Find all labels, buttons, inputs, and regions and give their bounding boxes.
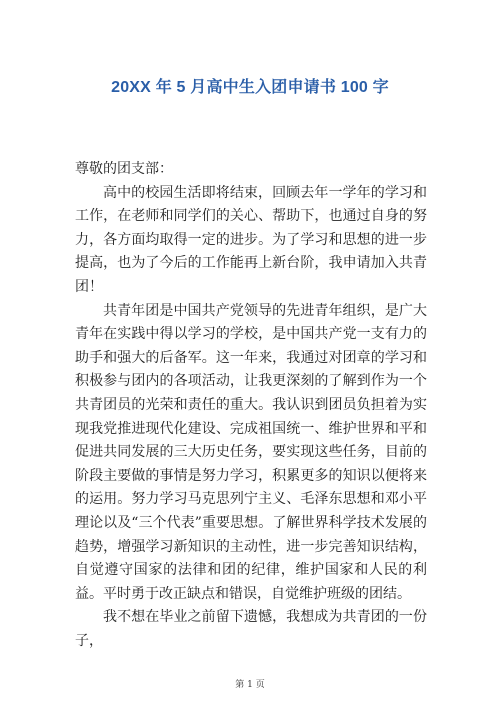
- paragraph-3: 我不想在毕业之前留下遗憾，我想成为共青团的一份子，: [75, 609, 427, 649]
- page-number: 第 1 页: [235, 680, 265, 690]
- document-title: 20XX 年 5 月高中生入团申请书 100 字: [111, 79, 389, 96]
- paragraph-1: 高中的校园生活即将结束，回顾去年一学年的学习和工作，在老师和同学们的关心、帮助下，也通过自身的努力，各方面均取得一定的进步。为了学习和思想的进一步提高，也为了今后的工作能再上新台阶，我申请加入共青团！: [75, 184, 427, 295]
- salutation: 尊敬的团支部：: [75, 161, 173, 177]
- document-body: [75, 158, 427, 653]
- paragraph-2: 共青年团是中国共产党领导的先进青年组织，是广大青年在实践中得以学习的学校，是中国共产党一支有力的助手和强大的后备军。这一年来，我通过对团章的学习和积极参与团内的各项活动，让我更深刻的了解到作为一个共青团员的光荣和责任的重大。我认识到团员负担着为实现我党推进现代化建设、完成祖国统一、维护世界和平和促进共同发展的三大历史任务，要实现这些任务，目前的阶段主要做的事情是努力学习，积累更多的知识以便将来的运用。努力学习马克思列宁主义、毛泽东思想和邓小平理论以及“三个代表”重要思想。了解世界科学技术发展的趋势，增强学习新知识的主动性，进一步完善知识结构，自觉遵守国家的法律和团的纪律，维护国家和人民的利益。平时勇于改正缺点和错误，自觉维护班级的团结。: [75, 302, 427, 602]
